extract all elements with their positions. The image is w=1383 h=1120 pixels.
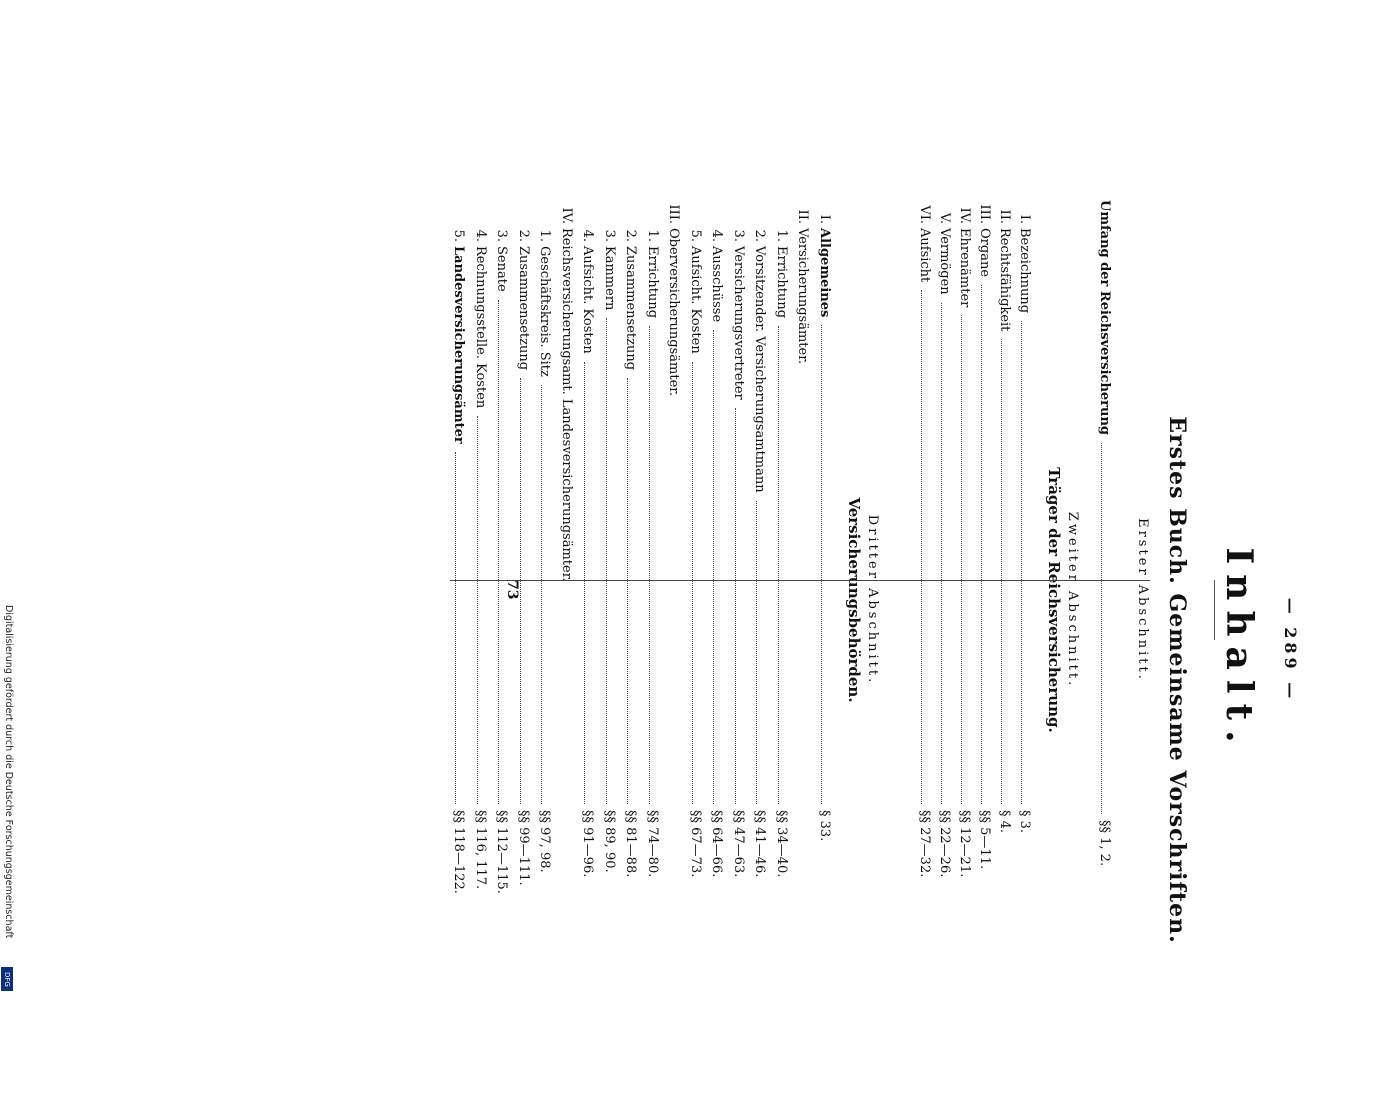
entry-number: IV. <box>559 207 574 224</box>
section-1-abschnitt: Erster Abschnitt. <box>1135 518 1150 682</box>
section-1-ref: §§ 1, 2. <box>1097 820 1112 867</box>
entry-paragraph-ref: § 3. <box>1017 810 1032 834</box>
section-3-head <box>845 200 880 1000</box>
entry-number: 1. <box>645 229 660 242</box>
toc-entry <box>494 218 510 910</box>
leader-dots <box>1001 339 1003 804</box>
entry-paragraph-ref: §§ 67—73. <box>688 810 703 878</box>
entry-paragraph-ref: §§ 41—46. <box>752 810 768 878</box>
toc-entry <box>816 190 832 910</box>
sidebar-text: Digitalisierung gefördert durch die Deutsche Forschungsgemeinschaft <box>3 605 14 939</box>
entry-paragraph-ref: § 4. <box>997 810 1012 834</box>
entry-paragraph-ref: §§ 97, 98. <box>537 810 553 873</box>
entry-label: Oberversicherungsämter. <box>666 228 682 397</box>
entry-label: Errichtung <box>645 246 660 319</box>
leader-dots <box>941 303 943 804</box>
section-3-abschnitt: Dritter Abschnitt. <box>865 514 880 686</box>
toc-entry <box>1016 190 1032 910</box>
section-1-head <box>1135 200 1150 1000</box>
dfg-logo: DFG <box>1 967 13 991</box>
section-3-title: Versicherungsbehörden. <box>845 497 863 703</box>
leader-dots <box>477 416 479 804</box>
entry-number: 5. <box>688 229 703 242</box>
leader-dots <box>628 378 630 804</box>
entry-label: Rechnungsstelle. Kosten <box>473 246 488 409</box>
entry-label: Kammern <box>602 246 617 311</box>
entry-label: Versicherungsvertreter <box>731 246 746 400</box>
entry-paragraph-ref: §§ 112—115. <box>494 810 510 894</box>
leader-dots <box>981 285 983 804</box>
leader-dots <box>1021 321 1023 804</box>
entry-number: VI. <box>917 205 932 224</box>
entry-paragraph-ref: §§ 99—111. <box>516 810 531 886</box>
entry-number: I. <box>817 214 832 224</box>
toc-entry <box>936 190 952 910</box>
footer-number: 73 <box>504 580 520 600</box>
entry-label: Vorsitzender. Versicherungsamtmann <box>752 246 768 493</box>
entry-number: IV. <box>957 207 972 224</box>
leader-dots <box>757 501 759 804</box>
sidebar <box>0 605 14 995</box>
entry-label: Geschäftskreis. Sitz <box>537 246 553 377</box>
book-title: Erstes Buch. Gemeinsame Vorschriften. <box>1164 416 1190 944</box>
entry-label: Reichsversicherungsamt. Landesversicherungsämter. <box>559 228 574 582</box>
entry-paragraph-ref: § 33. <box>817 810 832 842</box>
entry-label: Rechtsfähigkeit <box>997 228 1012 332</box>
entry-number: 3. <box>494 229 510 242</box>
toc-entry <box>623 218 639 910</box>
toc-entry <box>976 190 992 910</box>
leader-dots <box>499 300 501 804</box>
toc-entry <box>558 190 574 910</box>
heading-rule <box>1214 580 1215 640</box>
entry-label: Zusammensetzung <box>516 246 531 371</box>
toc-entry <box>730 218 746 910</box>
entry-number: 1. <box>774 229 789 242</box>
entry-paragraph-ref: §§ 74—80. <box>645 810 660 878</box>
section-1-title: Umfang der Reichsversicherung <box>1097 200 1112 436</box>
entry-number: 2. <box>623 229 639 242</box>
leader-dots <box>649 326 651 804</box>
toc-entry <box>996 190 1012 910</box>
entry-number: 2. <box>752 229 768 242</box>
entry-paragraph-ref: §§ 116, 117. <box>473 810 488 890</box>
leader-dots <box>921 290 923 804</box>
entry-paragraph-ref: §§ 81—88. <box>623 810 639 878</box>
section-2-title: Träger der Reichsversicherung. <box>1045 467 1063 733</box>
entry-number: III. <box>977 204 992 224</box>
leader-dots <box>606 318 608 804</box>
entry-label: Bezeichnung <box>1017 228 1032 314</box>
leader-dots <box>692 362 694 804</box>
entry-paragraph-ref: §§ 5—11. <box>977 810 992 870</box>
page-number: — 289 — <box>1281 597 1300 703</box>
toc-entry <box>956 190 972 910</box>
entry-paragraph-ref: §§ 64—66. <box>709 810 725 878</box>
entry-label: Organe <box>977 228 992 278</box>
leader-dots <box>735 408 737 804</box>
toc-entry <box>795 190 811 910</box>
toc-entry <box>451 218 467 910</box>
entry-number: 1. <box>537 229 553 242</box>
toc-entry <box>752 218 768 910</box>
entry-label: Landesversicherungsämter <box>451 246 467 444</box>
toc-entry <box>515 218 531 910</box>
leader-dots <box>961 315 963 804</box>
toc-entry <box>472 218 488 910</box>
entry-label: Senate <box>494 246 510 292</box>
entry-label: Ehrenämter <box>957 228 972 308</box>
leader-dots <box>520 378 522 804</box>
entry-number: 2. <box>516 229 531 242</box>
entry-paragraph-ref: §§ 27—32. <box>917 810 932 878</box>
entry-label: Ausschüsse <box>709 246 725 323</box>
entry-paragraph-ref: §§ 34—40. <box>774 810 789 878</box>
section-2-head <box>1045 200 1080 1000</box>
entry-number: III. <box>666 204 682 224</box>
page-edge-line <box>450 580 1150 581</box>
rotated-page <box>100 40 1300 944</box>
entry-paragraph-ref: §§ 91—96. <box>580 810 596 878</box>
entry-paragraph-ref: §§ 118—122. <box>451 810 467 894</box>
leader-dots <box>821 325 823 804</box>
toc-entry <box>709 218 725 910</box>
entry-number: 4. <box>709 229 725 242</box>
entry-number: II. <box>997 209 1012 224</box>
toc-entry <box>687 218 703 910</box>
page-heading: Inhalt. <box>1218 547 1260 753</box>
entry-label: Aufsicht <box>917 228 932 283</box>
toc-entry <box>773 218 789 910</box>
toc-entry <box>666 190 682 910</box>
entry-number: 4. <box>473 229 488 242</box>
toc-entry <box>601 218 617 910</box>
entry-paragraph-ref: §§ 47—63. <box>731 810 746 878</box>
entry-number: 5. <box>451 229 467 242</box>
entry-number: V. <box>937 212 952 224</box>
entry-number: I. <box>1017 214 1032 224</box>
leader-dots <box>778 326 780 804</box>
entry-paragraph-ref: §§ 89, 90. <box>602 810 617 873</box>
leader-dots <box>1101 443 1103 814</box>
section-2-abschnitt: Zweiter Abschnitt. <box>1065 511 1080 689</box>
entry-label: Versicherungsämter. <box>795 228 811 365</box>
leader-dots <box>585 362 587 804</box>
leader-dots <box>542 385 544 804</box>
entry-label: Aufsicht. Kosten <box>688 246 703 354</box>
entry-paragraph-ref: §§ 22—26. <box>937 810 952 878</box>
entry-label: Aufsicht. Kosten <box>580 246 596 354</box>
entry-number: 3. <box>602 229 617 242</box>
entry-number: 3. <box>731 229 746 242</box>
entry-paragraph-ref: §§ 12—21. <box>957 810 972 878</box>
entry-number: II. <box>795 209 811 224</box>
leader-dots <box>714 330 716 804</box>
entry-number: 4. <box>580 229 596 242</box>
section-1-entry <box>1096 200 1112 920</box>
leader-dots <box>456 452 458 804</box>
toc-entry <box>580 218 596 910</box>
entry-label: Vermögen <box>937 228 952 295</box>
toc-entry <box>537 218 553 910</box>
toc-entry <box>644 218 660 910</box>
entry-label: Zusammensetzung <box>623 246 639 371</box>
entry-label: Allgemeines <box>817 228 832 318</box>
entry-label: Errichtung <box>774 246 789 319</box>
toc-entry <box>916 190 932 910</box>
